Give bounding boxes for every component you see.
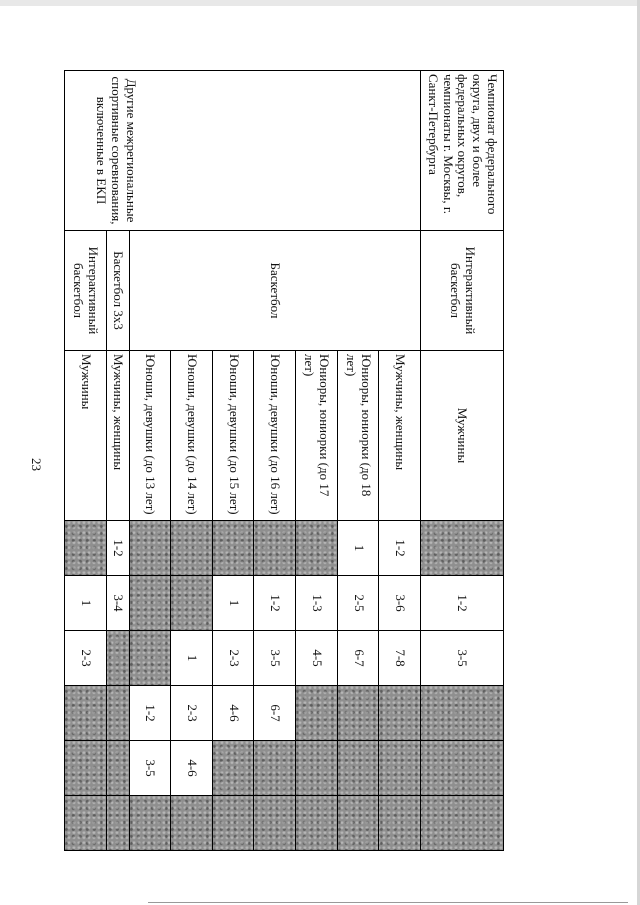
rank-cell: 2-5: [337, 576, 379, 631]
scan-artifact-line: [148, 902, 628, 903]
rank-cell: [296, 686, 338, 741]
rank-cell: [421, 741, 504, 796]
rank-cell: [212, 521, 254, 576]
rank-cell: [106, 631, 129, 686]
rank-cell: [65, 521, 107, 576]
rank-cell: [379, 796, 421, 851]
rank-cell: [65, 686, 107, 741]
rank-cell: 1: [337, 521, 379, 576]
rank-cell: [337, 796, 379, 851]
category-cell: Юноши, девушки (до 15 лет): [212, 351, 254, 521]
rank-cell: 3-5: [129, 741, 171, 796]
rank-cell: [421, 521, 504, 576]
category-cell: Мужчины: [421, 351, 504, 521]
rank-cell: [212, 796, 254, 851]
rank-cell: 1-2: [379, 521, 421, 576]
competition-cell: Чемпионат федерального округа, двух и более федеральных округов, чемпионаты г. Москвы, г. Санкт-Петербурга: [421, 71, 504, 231]
category-cell: Юниоры, юниорки (до 18 лет): [337, 351, 379, 521]
sport-cell: Интерактивный баскетбол: [65, 231, 107, 351]
rank-cell: [254, 796, 296, 851]
rank-cell: [296, 741, 338, 796]
rank-cell: 4-6: [212, 686, 254, 741]
rank-cell: [212, 741, 254, 796]
category-cell: Мужчины: [65, 351, 107, 521]
rank-cell: 1-2: [254, 576, 296, 631]
sport-cell: Баскетбол: [129, 231, 420, 351]
rank-cell: [421, 686, 504, 741]
rank-cell: [129, 576, 171, 631]
table-row: [421, 71, 504, 851]
rank-cell: 6-7: [337, 631, 379, 686]
rank-cell: 4-6: [171, 741, 213, 796]
rank-cell: [421, 796, 504, 851]
rank-cell: [254, 741, 296, 796]
rank-cell: [296, 521, 338, 576]
rank-cell: [129, 521, 171, 576]
rank-cell: 1-2: [106, 521, 129, 576]
rank-cell: [129, 796, 171, 851]
rank-cell: 3-5: [254, 631, 296, 686]
rank-cell: [337, 686, 379, 741]
rank-cell: [106, 686, 129, 741]
rank-cell: [296, 796, 338, 851]
category-cell: Юниоры, юниорки (до 17 лет): [296, 351, 338, 521]
rank-cell: 2-3: [171, 686, 213, 741]
category-cell: Юноши, девушки (до 13 лет): [129, 351, 171, 521]
rank-cell: [129, 631, 171, 686]
competition-cell: Другие межрегиональные спортивные соревнования, включенные в ЕКП: [65, 71, 421, 231]
rank-cell: 1: [212, 576, 254, 631]
rank-cell: [379, 686, 421, 741]
rank-cell: 3-4: [106, 576, 129, 631]
rotated-table-container: [64, 70, 504, 850]
rank-cell: 1-2: [129, 686, 171, 741]
scan-edge-top: [0, 0, 640, 6]
sport-cell: Баскетбол 3х3: [106, 231, 129, 351]
rank-cell: [171, 576, 213, 631]
rank-cell: 3-5: [421, 631, 504, 686]
ranking-table: [64, 70, 504, 851]
rank-cell: 7-8: [379, 631, 421, 686]
rank-cell: 1-2: [421, 576, 504, 631]
category-cell: Юноши, девушки (до 16 лет): [254, 351, 296, 521]
rank-cell: [171, 521, 213, 576]
rank-cell: [106, 796, 129, 851]
rank-cell: 2-3: [212, 631, 254, 686]
category-cell: Мужчины, женщины: [106, 351, 129, 521]
rank-cell: 3-6: [379, 576, 421, 631]
rank-cell: [379, 741, 421, 796]
rank-cell: [65, 796, 107, 851]
rank-cell: 2-3: [65, 631, 107, 686]
rank-cell: 1-3: [296, 576, 338, 631]
table-row: [379, 71, 421, 851]
rank-cell: [106, 741, 129, 796]
category-cell: Мужчины, женщины: [379, 351, 421, 521]
page-number: 23: [29, 458, 44, 471]
rank-cell: 4-5: [296, 631, 338, 686]
rank-cell: 6-7: [254, 686, 296, 741]
rank-cell: [171, 796, 213, 851]
category-cell: Юноши, девушки (до 14 лет): [171, 351, 213, 521]
sport-cell: Интерактивный баскетбол: [421, 231, 504, 351]
rank-cell: [254, 521, 296, 576]
rank-cell: 1: [65, 576, 107, 631]
rank-cell: [337, 741, 379, 796]
rank-cell: [65, 741, 107, 796]
rank-cell: 1: [171, 631, 213, 686]
